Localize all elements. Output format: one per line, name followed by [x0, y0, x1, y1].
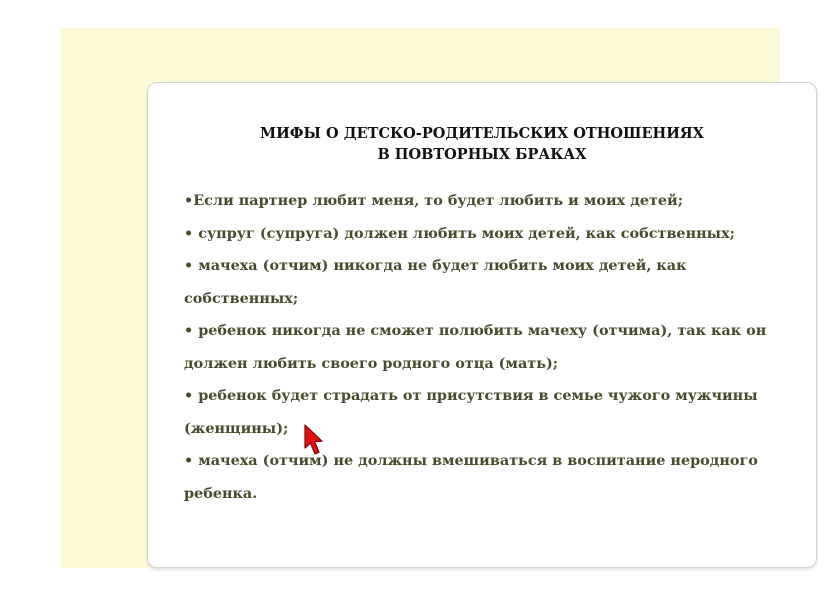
- slide-title: [148, 123, 816, 165]
- myth-item-line: (женщины);: [184, 419, 289, 437]
- myth-item: [184, 250, 794, 315]
- myth-item-line: ребенка.: [184, 484, 258, 502]
- myth-item-line: должен любить своего родного отца (мать);: [184, 354, 559, 372]
- myth-item: [184, 185, 794, 218]
- myth-item: [184, 380, 794, 445]
- mouse-pointer-icon: [303, 424, 325, 458]
- myth-item-line: • супруг (супруга) должен любить моих детей, как собственных;: [184, 224, 735, 242]
- myth-list: [184, 185, 794, 510]
- myth-item-line: • мачеха (отчим) никогда не будет любить моих детей, как: [184, 257, 687, 274]
- myth-item-line: • ребенок никогда не сможет полюбить мачеху (отчима), так как он: [184, 322, 767, 339]
- slide-title-line-1: МИФЫ О ДЕТСКО-РОДИТЕЛЬСКИХ ОТНОШЕНИЯХ: [260, 125, 704, 142]
- myth-item-line: • ребенок будет страдать от присутствия в семье чужого мужчины: [184, 387, 758, 404]
- myth-item: [184, 218, 794, 251]
- slide-card: [147, 82, 817, 568]
- myth-item-line: собственных;: [184, 289, 299, 307]
- slide-title-line-2: В ПОВТОРНЫХ БРАКАХ: [377, 146, 587, 163]
- slide-background: [61, 28, 780, 568]
- myth-item-line: •Если партнер любит меня, то будет любить и моих детей;: [184, 192, 684, 209]
- myth-item: [184, 445, 794, 510]
- myth-item-line: • мачеха (отчим) не должны вмешиваться в воспитание неродного: [184, 452, 758, 469]
- myth-item: [184, 315, 794, 380]
